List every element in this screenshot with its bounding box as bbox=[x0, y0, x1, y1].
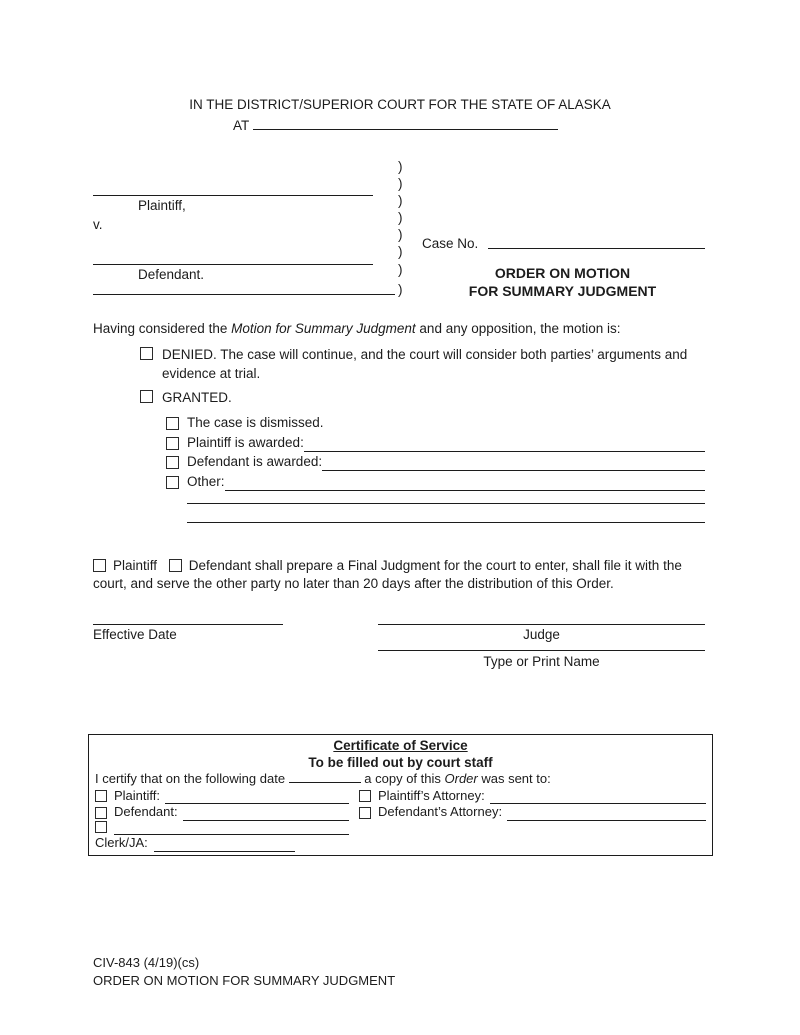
prepare-plaintiff-checkbox[interactable] bbox=[93, 559, 106, 572]
signature-section bbox=[93, 617, 705, 671]
prepare-defendant-label: Defendant bbox=[188, 558, 252, 573]
prepare-section bbox=[93, 557, 709, 592]
prepare-defendant-checkbox[interactable] bbox=[169, 559, 182, 572]
certify-date-line[interactable] bbox=[289, 782, 361, 783]
caption-parens: ) ) ) ) ) ) ) ) bbox=[398, 159, 403, 297]
plaintiff-name-line[interactable] bbox=[93, 158, 373, 196]
other-line[interactable] bbox=[225, 490, 705, 491]
at-label: AT bbox=[233, 118, 250, 133]
other-checkbox[interactable] bbox=[166, 476, 179, 489]
print-name-label: Type or Print Name bbox=[483, 654, 600, 669]
case-no-line[interactable] bbox=[488, 248, 705, 249]
judge-signature-line[interactable] bbox=[378, 617, 705, 625]
order-italic: Order bbox=[444, 771, 478, 787]
granted-checkbox[interactable] bbox=[140, 390, 153, 403]
court-name: IN THE DISTRICT/SUPERIOR COURT FOR THE STATE OF ALASKA bbox=[189, 97, 611, 112]
form-title-line2: FOR SUMMARY JUDGMENT bbox=[468, 283, 657, 299]
plaintiff-awarded-label: Plaintiff is awarded: bbox=[187, 434, 304, 450]
court-header bbox=[0, 95, 800, 135]
prepare-text: shall prepare a Final Judgment for the court to enter, shall file it with the court, and serve the other party no later than 20 days after the distribution of this Order. bbox=[93, 558, 682, 591]
plaintiff-label: Plaintiff, bbox=[138, 198, 186, 213]
service-other-checkbox[interactable] bbox=[95, 821, 107, 833]
caption-bottom-line[interactable] bbox=[93, 284, 395, 295]
certify-statement: I certify that on the following date a copy of this Order was sent to: bbox=[95, 771, 551, 787]
certificate-title: Certificate of Service bbox=[333, 738, 468, 753]
case-caption bbox=[93, 158, 705, 300]
clerk-label: Clerk/JA: bbox=[95, 834, 148, 850]
service-defendant-attorney-checkbox[interactable] bbox=[359, 807, 371, 819]
case-no-label: Case No. bbox=[422, 236, 479, 251]
defendant-awarded-line[interactable] bbox=[322, 470, 705, 471]
dismissed-label: The case is dismissed. bbox=[187, 415, 324, 430]
denied-label: DENIED. The case will continue, and the court will consider both parties’ arguments and evidence at trial. bbox=[162, 347, 688, 381]
plaintiff-awarded-line[interactable] bbox=[304, 451, 705, 452]
form-footer bbox=[93, 954, 395, 989]
service-plaintiff-attorney-label: Plaintiff’s Attorney: bbox=[378, 787, 485, 803]
service-plaintiff-checkbox[interactable] bbox=[95, 790, 107, 802]
denied-checkbox[interactable] bbox=[140, 347, 153, 360]
effective-date-line[interactable] bbox=[93, 617, 283, 625]
form-title-line1: ORDER ON MOTION bbox=[494, 265, 631, 281]
service-defendant-checkbox[interactable] bbox=[95, 807, 107, 819]
certificate-of-service-box bbox=[88, 734, 713, 856]
other-label: Other: bbox=[187, 473, 225, 489]
judge-name-line[interactable] bbox=[378, 644, 705, 651]
intro-text: Having considered the Motion for Summary Judgment and any opposition, the motion is: bbox=[93, 321, 621, 336]
certificate-subtitle: To be filled out by court staff bbox=[308, 754, 493, 770]
prepare-plaintiff-label: Plaintiff bbox=[113, 558, 158, 573]
form-number: CIV-843 (4/19)(cs) bbox=[93, 955, 200, 970]
footer-form-title: ORDER ON MOTION FOR SUMMARY JUDGMENT bbox=[93, 972, 396, 988]
service-defendant-attorney-label: Defendant’s Attorney: bbox=[378, 804, 503, 820]
defendant-awarded-checkbox[interactable] bbox=[166, 456, 179, 469]
service-other-line[interactable] bbox=[114, 834, 349, 835]
service-defendant-attorney-line[interactable] bbox=[507, 820, 706, 821]
judge-label: Judge bbox=[523, 627, 560, 642]
motion-section bbox=[93, 319, 705, 523]
plaintiff-awarded-checkbox[interactable] bbox=[166, 437, 179, 450]
other-continuation-line-1[interactable] bbox=[187, 491, 705, 504]
granted-label: GRANTED. bbox=[162, 390, 232, 405]
defendant-awarded-label: Defendant is awarded: bbox=[187, 454, 323, 469]
motion-title-italic: Motion for Summary Judgment bbox=[231, 321, 416, 336]
service-plaintiff-attorney-checkbox[interactable] bbox=[359, 790, 371, 802]
defendant-name-line[interactable] bbox=[93, 234, 373, 265]
court-location-line[interactable] bbox=[253, 129, 558, 130]
service-plaintiff-label: Plaintiff: bbox=[114, 787, 161, 803]
other-continuation-line-2[interactable] bbox=[187, 504, 705, 523]
clerk-line[interactable] bbox=[154, 851, 295, 852]
versus-label: v. bbox=[93, 217, 103, 232]
service-defendant-label: Defendant: bbox=[114, 804, 178, 820]
dismissed-checkbox[interactable] bbox=[166, 417, 179, 430]
defendant-label: Defendant. bbox=[138, 267, 205, 282]
effective-date-label: Effective Date bbox=[93, 627, 177, 642]
